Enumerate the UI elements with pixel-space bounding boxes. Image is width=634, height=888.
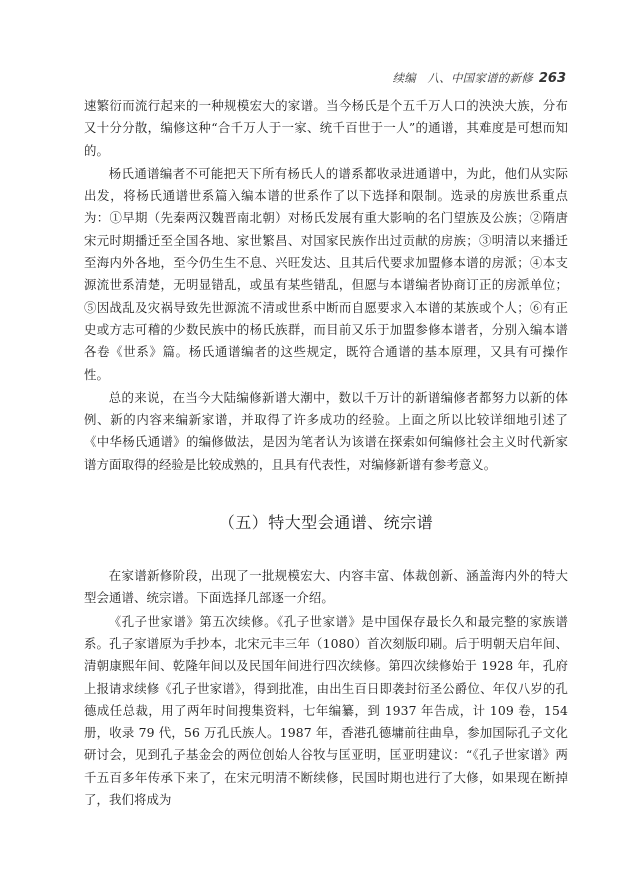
paragraph: 杨氏通谱编者不可能把天下所有杨氏人的谱系都收录进通谱中，为此，他们从实际出发，将杨氏通谱世系篇入编本谱的世系作了以下选择和限制。选录的房族世系重点为：①早期（先秦两汉魏晋南北朝）对杨氏发展有重大影响的名门望族及公族；②隋唐宋元时期播迁至全国各地、家世繁昌、对国家民族作出过贡献的房族；③明清以来播迁至海内外各地，至今仍生生不息、兴旺发达、且其后代要求加盟修本谱的房派；④本支源流世系清楚，无明显错乱，或虽有某些错乱，但愿与本谱编者协商订正的房派单位；⑤因战乱及灾祸导致先世源流不清或世系中断而自愿要求入本谱的某族或个人；⑥有正史或方志可稽的少数民族中的杨氏族群，而目前又乐于加盟参修本谱者，分别入编本谱各卷《世系》篇。杨氏通谱编者的这些规定，既符合通谱的基本原理，又具有可操作性。 [84, 165, 568, 382]
running-header [392, 70, 566, 86]
paragraph: 在家谱新修阶段，出现了一批规模宏大、内容丰富、体裁创新、涵盖海内外的特大型会通谱、统宗谱。下面选择几部逐一介绍。 [84, 568, 568, 606]
page-number: 263 [538, 71, 566, 86]
paragraph: 《孔子世家谱》第五次续修。《孔子世家谱》是中国保存最长久和最完整的家族谱系。孔子家谱原为手抄本，北宋元丰三年（1080）首次刻版印刷。后于明朝天启年间、清朝康熙年间、乾隆年间以及民国年间进行四次续修。第四次续修始于 1928 年，孔府上报请求续修《孔子世家谱》，得到批准，由出生百日即袭封衍圣公爵位、年仅八岁的孔德成任总裁，用了两年时间搜集资料，七年编纂，到 1937 年告成，计 109 卷，154 册，收录 79 代，56 万孔氏族人。1987 年，香港孔德墉前往曲阜，参加国际孔子文化研讨会，见到孔子基金会的两位创始人谷牧与匡亚明，匡亚明建议：“《孔子世家谱》两千五百多年传承下来了，在宋元明清不断续修，民国时期也进行了大修，如果现在断掉了，我们将成为 [84, 613, 568, 808]
section-heading: （五）特大型会通谱、统宗谱 [218, 513, 434, 533]
paragraph-continued: 速繁衍而流行起来的一种规模宏大的家谱。当今杨氏是个五千万人口的泱泱大族，分布又十分分散，编修这种“合千万人于一家、统千百世于一人”的通谱，其难度是可想而知的。 [84, 98, 568, 158]
body-text [84, 95, 568, 812]
paragraph: 总的来说，在当今大陆编修新谱大潮中，数以千万计的新谱编修者都努力以新的体例、新的内容来编新家谱，并取得了许多成功的经验。上面之所以比较详细地引述了《中华杨氏通谱》的编修做法，是因为笔者认为该谱在探索如何编修社会主义时代新家谱方面取得的经验是比较成熟的，且具有代表性，对编修新谱有参考意义。 [84, 389, 568, 472]
header-section-title: 续编 八、中国家谱的新修 [392, 71, 533, 85]
